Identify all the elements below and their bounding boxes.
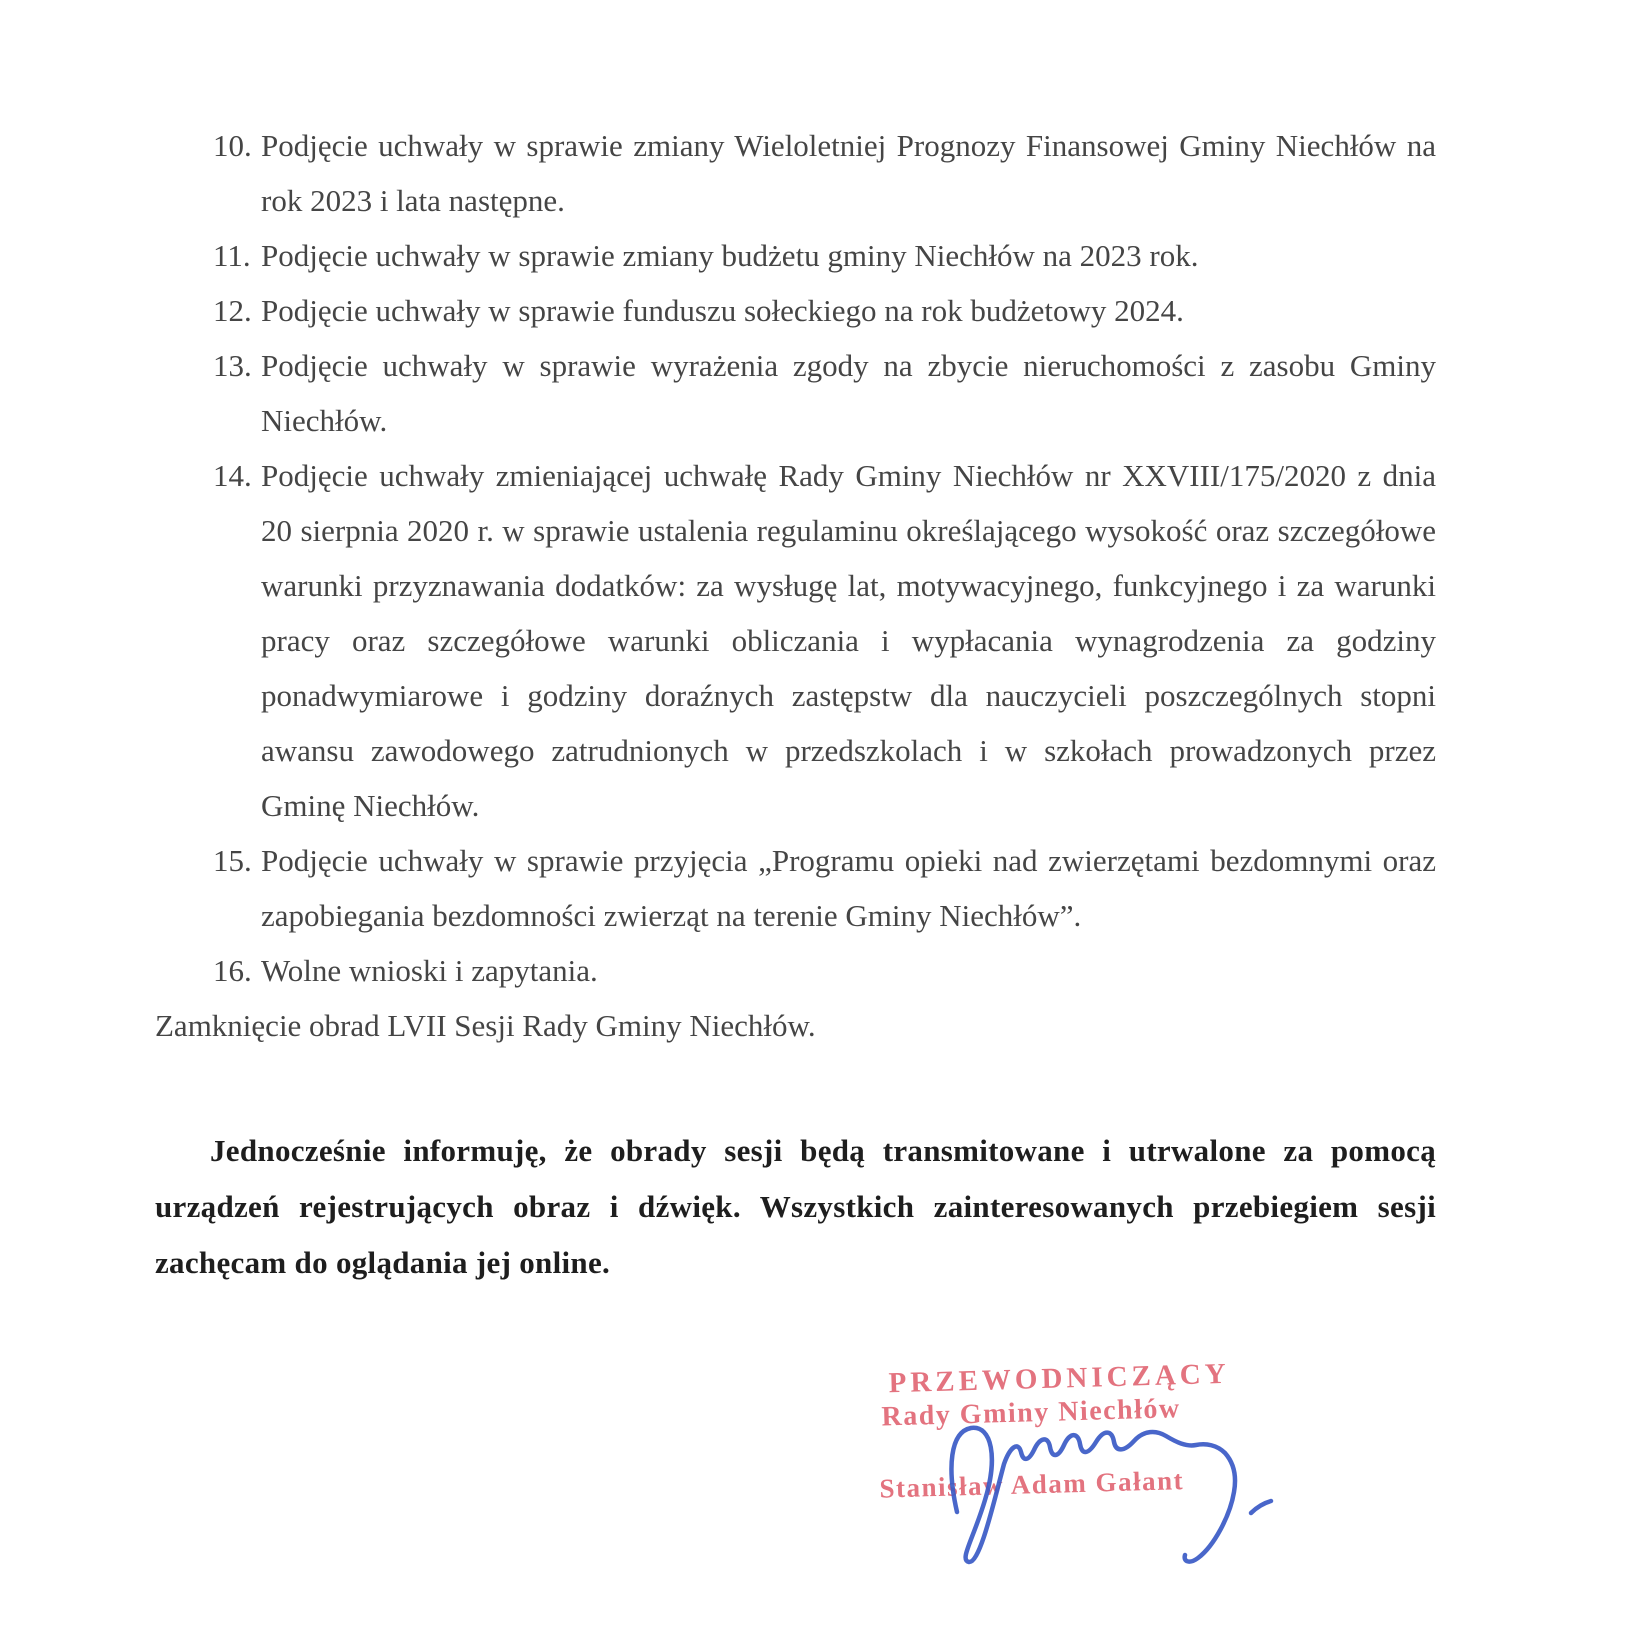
- agenda-item-11: [213, 228, 1436, 283]
- agenda-item-text: Podjęcie uchwały w sprawie funduszu sołeckiego na rok budżetowy 2024.: [261, 293, 1184, 328]
- stamp-name: Stanisław Adam Gałant: [879, 1465, 1185, 1504]
- agenda-item-number: 15.: [213, 843, 252, 878]
- agenda-item-text: Podjęcie uchwały w sprawie wyrażenia zgody na zbycie nieruchomości z zasobu Gminy Niechłów.: [261, 348, 1436, 438]
- agenda-item-10: [213, 118, 1436, 228]
- agenda-item-number: 16.: [213, 953, 252, 988]
- stamp-title: PRZEWODNICZĄCY: [888, 1357, 1231, 1400]
- agenda-item-12: [213, 283, 1436, 338]
- broadcast-info-paragraph: Jednocześnie informuję, że obrady sesji będą transmitowane i utrwalone za pomocą urządzeń rejestrujących obraz i dźwięk. Wszystkich zainteresowanych przebiegiem sesji zachęcam do oglądania jej online.: [155, 1133, 1436, 1280]
- agenda-item-text: Podjęcie uchwały zmieniającej uchwałę Rady Gminy Niechłów nr XXVIII/175/2020 z dnia 20 sierpnia 2020 r. w sprawie ustalenia regulaminu określającego wysokość oraz szczegółowe warunki przyznawania dodatków: za wysługę lat, motywacyjnego, funkcyjnego i za warunki pracy oraz szczegółowe warunki obliczania i wypłacania wynagrodzenia za godziny ponadwymiarowe i godziny doraźnych zastępstw dla nauczycieli poszczególnych stopni awansu zawodowego zatrudnionych w przedszkolach i w szkołach prowadzonych przez Gminę Niechłów.: [261, 458, 1436, 823]
- agenda-item-16: [213, 943, 1436, 998]
- agenda-item-text: Wolne wnioski i zapytania.: [261, 953, 598, 988]
- agenda-item-14: [213, 448, 1436, 833]
- agenda-item-number: 12.: [213, 293, 252, 328]
- agenda-item-number: 11.: [213, 238, 251, 273]
- agenda-item-number: 13.: [213, 348, 252, 383]
- chairman-stamp: [876, 1357, 1231, 1504]
- agenda-item-number: 10.: [213, 128, 252, 163]
- agenda-item-13: [213, 338, 1436, 448]
- agenda-list: [213, 118, 1436, 998]
- stamp-organization: Rady Gminy Niechłów: [881, 1393, 1182, 1433]
- agenda-item-text: Podjęcie uchwały w sprawie zmiany budżetu gminy Niechłów na 2023 rok.: [261, 238, 1199, 273]
- signature-dash: [1251, 1501, 1271, 1513]
- agenda-item-15: [213, 833, 1436, 943]
- agenda-item-number: 14.: [213, 458, 252, 493]
- session-closing-line: Zamknięcie obrad LVII Sesji Rady Gminy Niechłów.: [155, 1008, 816, 1043]
- agenda-item-text: Podjęcie uchwały w sprawie przyjęcia „Programu opieki nad zwierzętami bezdomnymi oraz zapobiegania bezdomności zwierząt na terenie Gminy Niechłów”.: [261, 843, 1436, 933]
- agenda-item-text: Podjęcie uchwały w sprawie zmiany Wieloletniej Prognozy Finansowej Gminy Niechłów na rok 2023 i lata następne.: [261, 128, 1436, 218]
